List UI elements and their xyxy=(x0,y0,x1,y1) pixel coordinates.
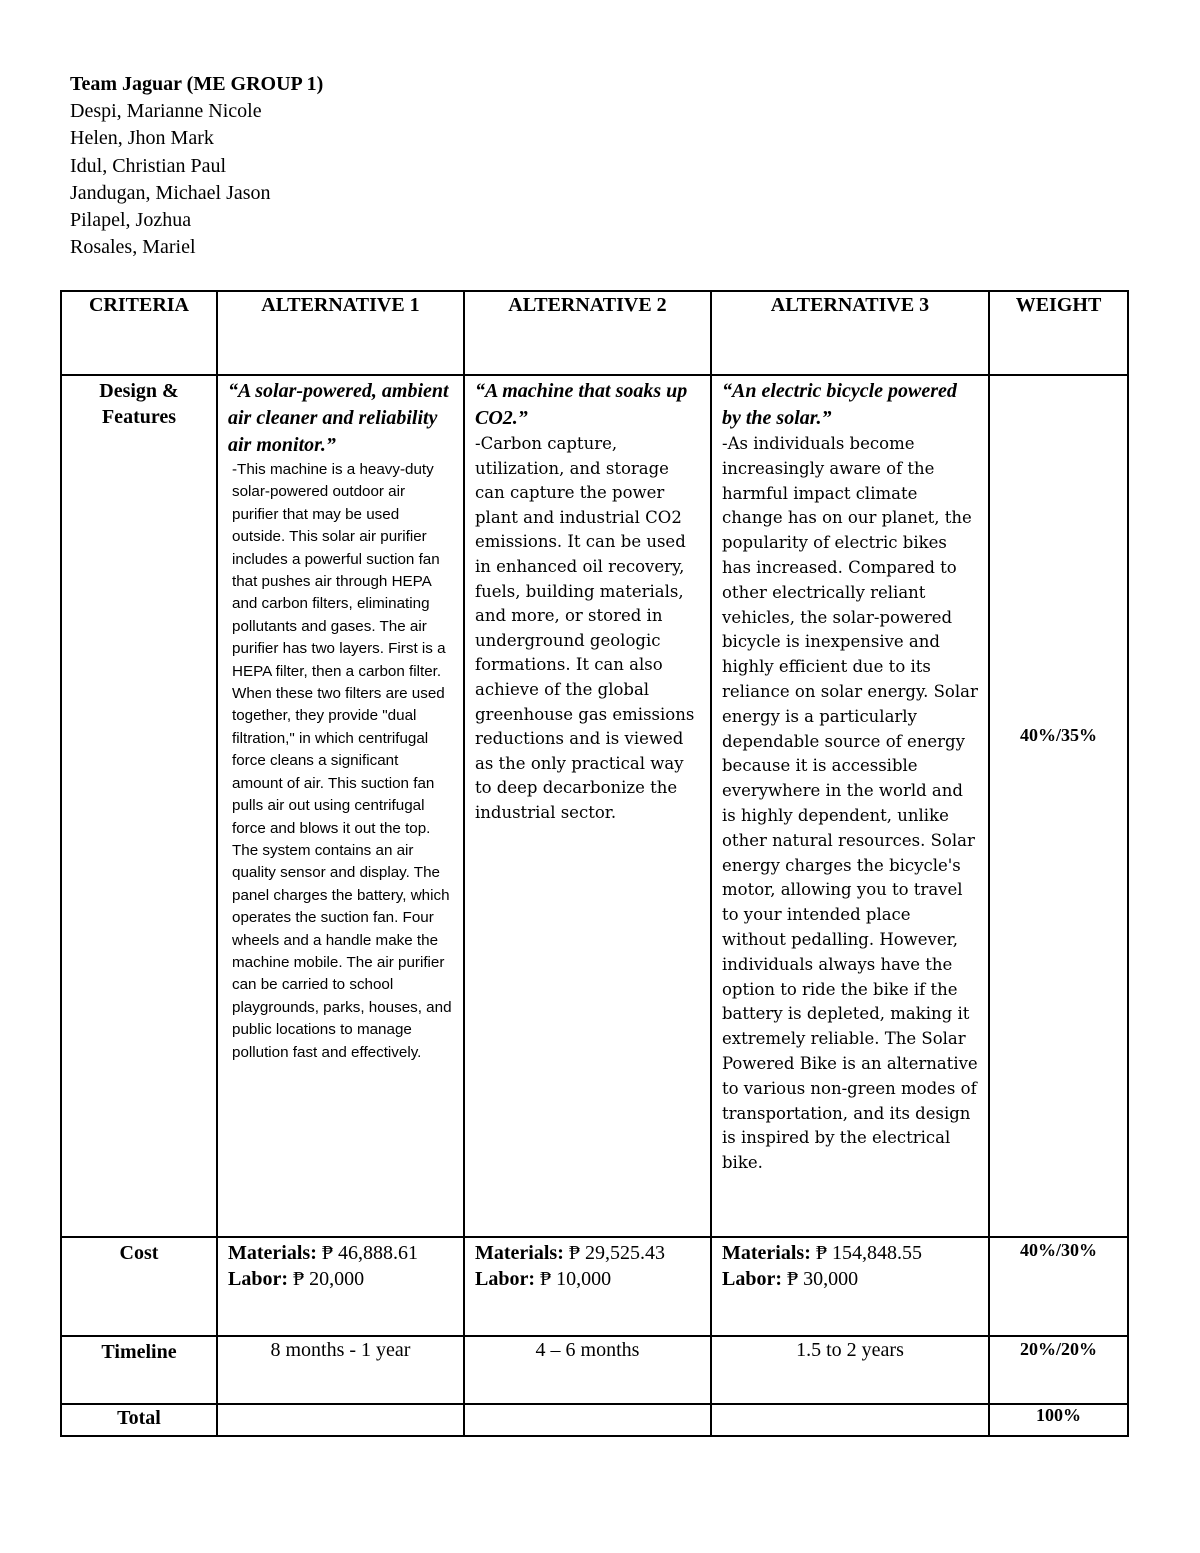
cost-weight-cell xyxy=(989,1237,1128,1336)
alt3-design-cell xyxy=(711,375,989,1237)
criteria-cell xyxy=(61,1336,217,1404)
labor-label: Labor: xyxy=(722,1268,782,1290)
alt1-design-title: “A solar-powered, ambient air cleaner and reliability air monitor.” xyxy=(228,380,449,456)
alt2-total-cell xyxy=(464,1404,711,1436)
alt2-cost-cell xyxy=(464,1237,711,1336)
table-row-total xyxy=(61,1404,1128,1436)
table-row-design xyxy=(61,375,1128,1237)
column-header-alternative-1: ALTERNATIVE 1 xyxy=(217,291,464,375)
criteria-cost-label: Cost xyxy=(119,1242,159,1264)
table-row-timeline xyxy=(61,1336,1128,1404)
column-header-criteria: CRITERIA xyxy=(61,291,217,375)
materials-label: Materials: xyxy=(475,1242,564,1264)
criteria-design-label: Design & Features xyxy=(99,380,179,428)
column-header-alternative-2: ALTERNATIVE 2 xyxy=(464,291,711,375)
alt3-total-cell xyxy=(711,1404,989,1436)
column-header-weight: WEIGHT xyxy=(989,291,1128,375)
cost-weight: 40%/30% xyxy=(1019,1240,1097,1260)
alt2-design-cell xyxy=(464,375,711,1237)
timeline-weight-cell xyxy=(989,1336,1128,1404)
labor-label: Labor: xyxy=(475,1268,535,1290)
alt2-design-title: “A machine that soaks up CO2.” xyxy=(475,380,688,429)
column-header-alternative-3: ALTERNATIVE 3 xyxy=(711,291,989,375)
member-name: Pilapel, Jozhua xyxy=(70,209,192,232)
criteria-cell xyxy=(61,1404,217,1436)
alt3-design-title: “An electric bicycle powered by the solar.” xyxy=(722,380,957,429)
decision-matrix-table xyxy=(60,290,1129,1437)
alt2-design-description: -Carbon capture, utilization, and storage can capture the power plant and industrial CO2 emissions. It can be used in enhanced oil recovery, fuels, building materials, and more, or stored in underground geologic formations. It can also achieve of the global greenhouse gas emissions reductions and is viewed as the only practical way to deep decarbonize the industrial sector. xyxy=(475,434,695,822)
criteria-timeline-label: Timeline xyxy=(101,1341,177,1363)
member-name: Rosales, Mariel xyxy=(70,236,196,259)
member-name: Helen, Jhon Mark xyxy=(70,127,214,150)
timeline-weight: 20%/20% xyxy=(1019,1339,1097,1359)
criteria-cell xyxy=(61,1237,217,1336)
labor-label: Labor: xyxy=(228,1268,288,1290)
alt1-cost-cell xyxy=(217,1237,464,1336)
total-weight-cell xyxy=(989,1404,1128,1436)
alt1-timeline-value: 8 months - 1 year xyxy=(217,1336,464,1404)
criteria-total-label: Total xyxy=(117,1407,161,1429)
alt3-design-description: -As individuals become increasingly aware of the harmful impact climate change has on our planet, the popularity of electric bikes has increased. Compared to other electrically reliant vehicles, the solar-powered bicycle is inexpensive and highly efficient due to its reliance on solar energy. Solar energy is a particularly dependable source of energy because it is accessible everywhere in the world and is highly dependent, unlike other natural resources. Solar energy charges the bicycle's motor, allowing you to travel to your intended place without pedalling. However, individuals always have the option to ride the bike if the battery is depleted, making it extremely reliable. The Solar Powered Bike is an alternative to various non-green modes of transportation, and its design is inspired by the electrical bike. xyxy=(722,434,978,1173)
criteria-cell xyxy=(61,375,217,1237)
alt2-labor-value: ₱ 10,000 xyxy=(540,1268,612,1290)
table-header-row xyxy=(61,291,1128,375)
alt3-cost-cell xyxy=(711,1237,989,1336)
design-weight-cell xyxy=(989,375,1128,1237)
member-name: Idul, Christian Paul xyxy=(70,154,227,177)
alt1-design-description: -This machine is a heavy-duty solar-powered outdoor air purifier that may be used outside. This solar air purifier includes a powerful suction fan that pushes air through HEPA and carbon filters, eliminating pollutants and gases. The air purifier has two layers. First is a HEPA filter, then a carbon filter. When these two filters are used together, they provide "dual filtration," in which centrifugal force cleans a significant amount of air. This suction fan pulls air out using centrifugal force and blows it out the top. The system contains an air quality sensor and display. The panel charges the battery, which operates the suction fan. Four wheels and a handle make the machine mobile. The air purifier can be carried to school playgrounds, parks, houses, and public locations to manage pollution fast and effectively. xyxy=(232,461,452,1061)
member-name: Jandugan, Michael Jason xyxy=(70,181,271,204)
team-header xyxy=(70,71,323,261)
alt3-labor-value: ₱ 30,000 xyxy=(787,1268,859,1290)
alt3-timeline-value: 1.5 to 2 years xyxy=(711,1336,989,1404)
alt2-timeline-value: 4 – 6 months xyxy=(464,1336,711,1404)
alt1-design-cell xyxy=(217,375,464,1237)
team-title: Team Jaguar (ME GROUP 1) xyxy=(70,73,324,95)
alt3-materials-value: ₱ 154,848.55 xyxy=(815,1242,922,1264)
design-weight: 40%/35% xyxy=(1019,725,1097,745)
materials-label: Materials: xyxy=(722,1242,811,1264)
total-weight: 100% xyxy=(1036,1405,1081,1425)
alt1-materials-value: ₱ 46,888.61 xyxy=(321,1242,418,1264)
member-name: Despi, Marianne Nicole xyxy=(70,100,262,123)
table-row-cost xyxy=(61,1237,1128,1336)
alt1-total-cell xyxy=(217,1404,464,1436)
alt2-materials-value: ₱ 29,525.43 xyxy=(568,1242,665,1264)
alt1-labor-value: ₱ 20,000 xyxy=(293,1268,365,1290)
materials-label: Materials: xyxy=(228,1242,317,1264)
